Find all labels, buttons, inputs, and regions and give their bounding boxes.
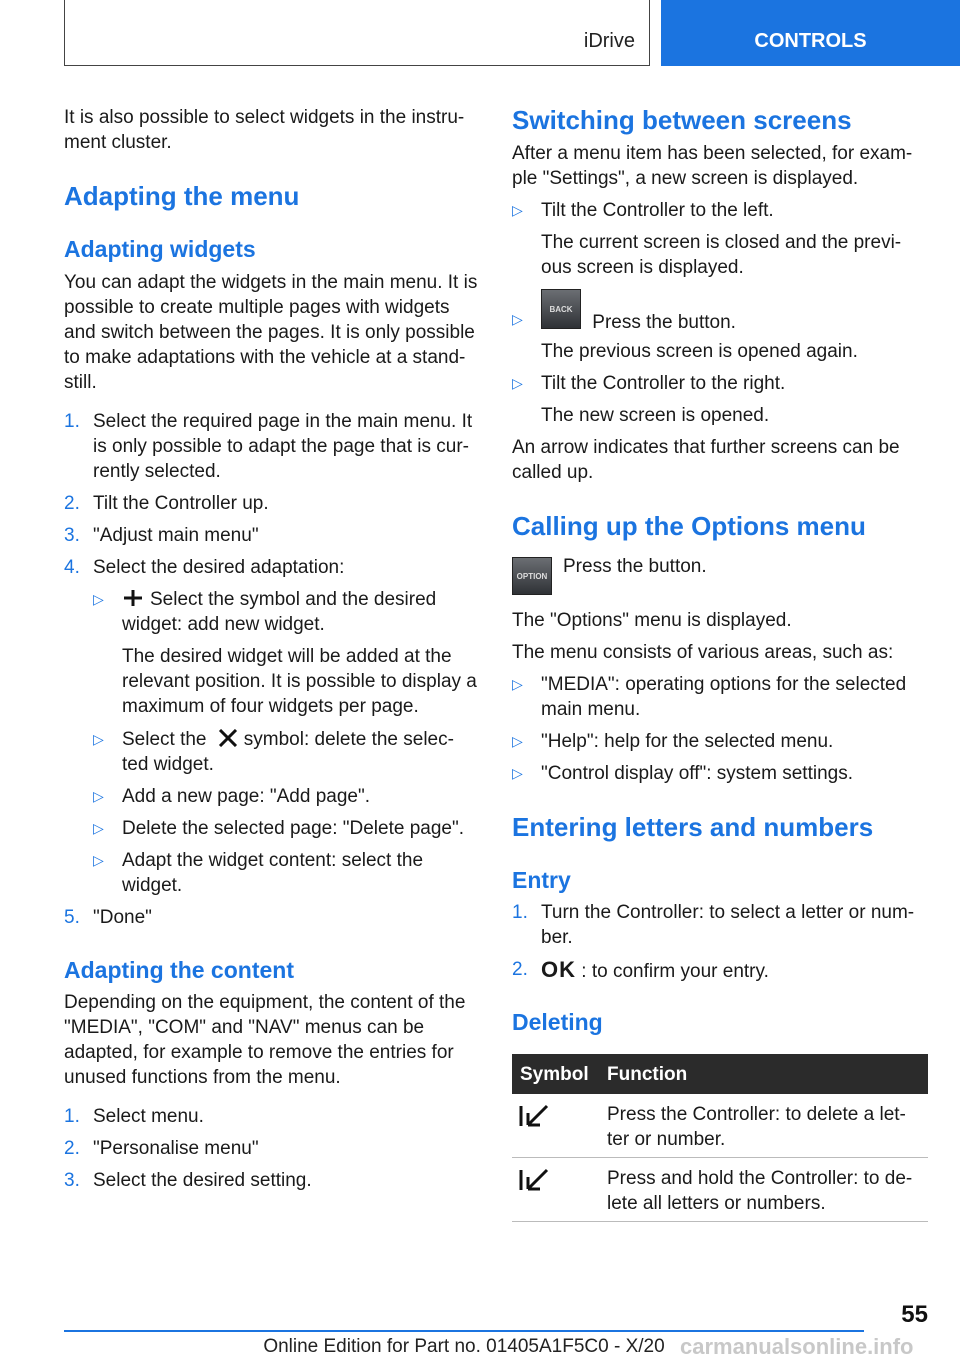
header-section-title: iDrive — [583, 30, 635, 52]
bullet-text: "Help": help for the selected menu. — [541, 731, 834, 752]
step-number: 3. — [64, 1170, 80, 1191]
step-text: "Done" — [93, 907, 152, 928]
bullet-triangle-icon: ▷ — [512, 765, 523, 781]
bullet-triangle-icon: ▷ — [93, 852, 104, 868]
table-header — [512, 1054, 928, 1094]
step-number: 1. — [64, 411, 80, 432]
delete-letter-icon — [518, 1104, 550, 1128]
table-header-function: Function — [607, 1064, 688, 1085]
note-text: The current screen is closed and the previ- ous screen is displayed. — [541, 232, 902, 278]
step-text: Select the desired adaptation: — [93, 557, 345, 578]
bullet-text-before: Select the — [122, 729, 207, 750]
cross-icon — [217, 729, 239, 747]
bullet-text: Tilt the Controller to the left. — [541, 200, 774, 221]
arrow-info-text: An arrow indicates that further screens can be called up. — [512, 437, 900, 483]
step-number: 1. — [64, 1106, 80, 1127]
plus-icon — [122, 589, 144, 607]
bullet-triangle-icon: ▷ — [512, 311, 523, 327]
bullet-triangle-icon: ▷ — [512, 375, 523, 391]
step-number: 2. — [64, 1138, 80, 1159]
bullet-text: Add a new page: "Add page". — [122, 786, 371, 807]
step-number: 2. — [64, 493, 80, 514]
step-text: Turn the Controller: to select a letter or num- ber. — [541, 902, 915, 948]
bullet-text-body: Select the symbol and the desired widget: add new widget. — [122, 589, 437, 635]
delete-all-icon — [518, 1168, 550, 1192]
adapting-content-text: Depending on the equipment, the content of the "MEDIA", "COM" and "NAV" menus can be adapted, for example to remove the entries for unused functions from the menu. — [64, 992, 466, 1088]
adapting-widgets-heading: Adapting widgets — [64, 236, 256, 262]
step-number: 2. — [512, 959, 528, 980]
adapting-menu-heading: Adapting the menu — [64, 181, 300, 211]
step-text: Select menu. — [93, 1106, 204, 1127]
ok-icon: OK — [541, 957, 576, 982]
intro-text: It is also possible to select widgets in the instru- ment cluster. — [64, 107, 465, 153]
option-button-icon: OPTION — [512, 557, 552, 595]
step-text: Tilt the Controller up. — [93, 493, 269, 514]
step-text-body: : to confirm your entry. — [581, 961, 769, 982]
watermark: carmanualsonline.info — [680, 1334, 914, 1359]
header-chapter-title: CONTROLS — [754, 30, 867, 52]
header-section-box — [64, 0, 650, 66]
bullet-text — [122, 587, 484, 637]
options-press-row — [512, 554, 928, 596]
footer-edition-text: Online Edition for Part no. 01405A1F5C0 - X/20 — [263, 1336, 665, 1357]
bullet-triangle-icon: ▷ — [512, 733, 523, 749]
table-row — [512, 1094, 928, 1158]
bullet-text — [122, 727, 484, 777]
table-row — [512, 1158, 928, 1222]
options-menu-heading: Calling up the Options menu — [512, 511, 866, 541]
bullet-text: Tilt the Controller to the right. — [541, 373, 786, 394]
bullet-triangle-icon: ▷ — [93, 731, 104, 747]
bullet-triangle-icon: ▷ — [93, 591, 104, 607]
step-number: 5. — [64, 907, 80, 928]
bullet-triangle-icon: ▷ — [512, 202, 523, 218]
page-number: 55 — [901, 1301, 928, 1328]
step-text: "Adjust main menu" — [93, 525, 259, 546]
bullet-triangle-icon: ▷ — [512, 676, 523, 692]
step-text: Select the desired setting. — [93, 1170, 312, 1191]
note-text: The desired widget will be added at the relevant position. It is possible to display a maximum of four widgets per page. — [122, 646, 477, 717]
step-text: Select the required page in the main menu. It is only possible to adapt the page that is cur- rently selected. — [93, 411, 473, 482]
note-text: The previous screen is opened again. — [541, 341, 858, 362]
note-text: The new screen is opened. — [541, 405, 770, 426]
adapting-content-heading: Adapting the content — [64, 957, 294, 983]
step-number: 4. — [64, 557, 80, 578]
options-displayed-text: The "Options" menu is displayed. — [512, 610, 792, 631]
table-header-symbol: Symbol — [520, 1064, 589, 1085]
options-consists-text: The menu consists of various areas, such as: — [512, 642, 894, 663]
switching-screens-text: After a menu item has been selected, for exam- ple "Settings", a new screen is displayed. — [512, 143, 913, 189]
header-chapter-tab — [661, 0, 960, 66]
adapting-widgets-text: You can adapt the widgets in the main menu. It is possible to create multiple pages with widgets and switch between the pages. It is only possible to make adaptations with the vehicle at a stand- still. — [64, 272, 478, 393]
back-button-icon: BACK — [541, 289, 581, 329]
bullet-text — [541, 289, 928, 335]
bullet-text: Adapt the widget content: select the widget. — [122, 850, 424, 896]
step-text — [541, 957, 928, 984]
bullet-triangle-icon: ▷ — [93, 788, 104, 804]
entering-letters-heading: Entering letters and numbers — [512, 812, 874, 842]
bullet-triangle-icon: ▷ — [93, 820, 104, 836]
bullet-text: "Control display off": system settings. — [541, 763, 853, 784]
bullet-text-after: symbol: delete the selec- ted widget. — [122, 729, 454, 775]
step-number: 1. — [512, 902, 528, 923]
table-cell-function: Press and hold the Controller: to de- lete all letters or numbers. — [607, 1168, 913, 1214]
bullet-text-body: Press the button. — [592, 312, 736, 334]
footer-divider — [64, 1330, 864, 1332]
table-cell-function: Press the Controller: to delete a let- ter or number. — [607, 1104, 906, 1150]
step-text: "Personalise menu" — [93, 1138, 259, 1159]
bullet-text: "MEDIA": operating options for the selected main menu. — [541, 674, 907, 720]
step-number: 3. — [64, 525, 80, 546]
bullet-text: Delete the selected page: "Delete page". — [122, 818, 464, 839]
deleting-heading: Deleting — [512, 1009, 603, 1035]
options-press-text: Press the button. — [563, 556, 707, 577]
switching-screens-heading: Switching between screens — [512, 105, 852, 135]
entry-heading: Entry — [512, 867, 571, 893]
